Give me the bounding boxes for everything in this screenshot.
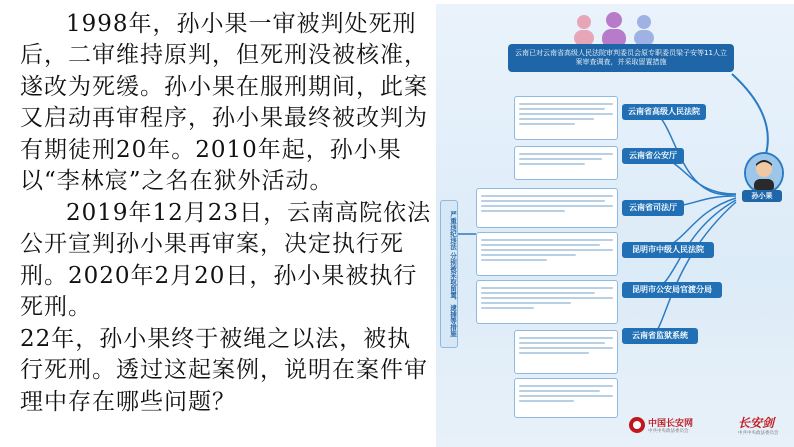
paragraph-3: 22年，孙小果终于被绳之以法，被执行死刑。透过这起案例，说明在案件审理中存在哪些问题？: [20, 326, 428, 415]
case-infographic: [436, 4, 794, 447]
agency-label: 昆明市中级人民法院: [622, 242, 714, 258]
detail-box-1: [514, 96, 618, 140]
detail-box-7: [514, 378, 618, 418]
agency-label: 昆明市公安局官渡分局: [622, 282, 722, 298]
suspect-photo: [744, 152, 784, 194]
agency-label: 云南省监狱系统: [622, 328, 698, 344]
investigation-banner: 云南已对云南省高级人民法院审判委员会原专职委员梁子安等11人立案审查调查，并采取留置措施: [508, 44, 734, 72]
changanjian-logo: 长安剑 中共中央政法委员会: [738, 416, 779, 436]
detail-box-3: [476, 188, 618, 228]
paragraph-1: 1998年，孙小果一审被判处死刑后，二审维持原判，但死刑没被核准，遂改为死缓。孙小果在服刑期间，此案又启动再审程序，孙小果最终被改判为有期徒刑20年。2010年起，孙小果以“李林宸”之名在狱外活动。: [20, 11, 428, 195]
suspect-name-badge: 孙小果: [742, 190, 782, 202]
agency-label: 云南省公安厅: [622, 148, 684, 164]
detail-box-6: [514, 330, 618, 374]
agency-label: 云南省司法厅: [622, 200, 684, 216]
detail-box-2: [514, 146, 618, 180]
detail-box-5: [476, 280, 618, 324]
paragraph-2: 2019年12月23日，云南高院依法公开宣判孙小果再审案，决定执行死刑。2020年2月20日，孙小果被执行死刑。: [20, 200, 432, 321]
chinapeace-emblem-icon: [628, 416, 646, 434]
detail-box-4: [476, 232, 618, 276]
measures-vertical-label: 严重违纪违法 分别被采取留置、逮捕等措施: [440, 200, 458, 348]
agency-label: 云南省高级人民法院: [622, 104, 706, 120]
chinapeace-logo: 中国长安网 中共中央政法委员会: [626, 414, 726, 440]
